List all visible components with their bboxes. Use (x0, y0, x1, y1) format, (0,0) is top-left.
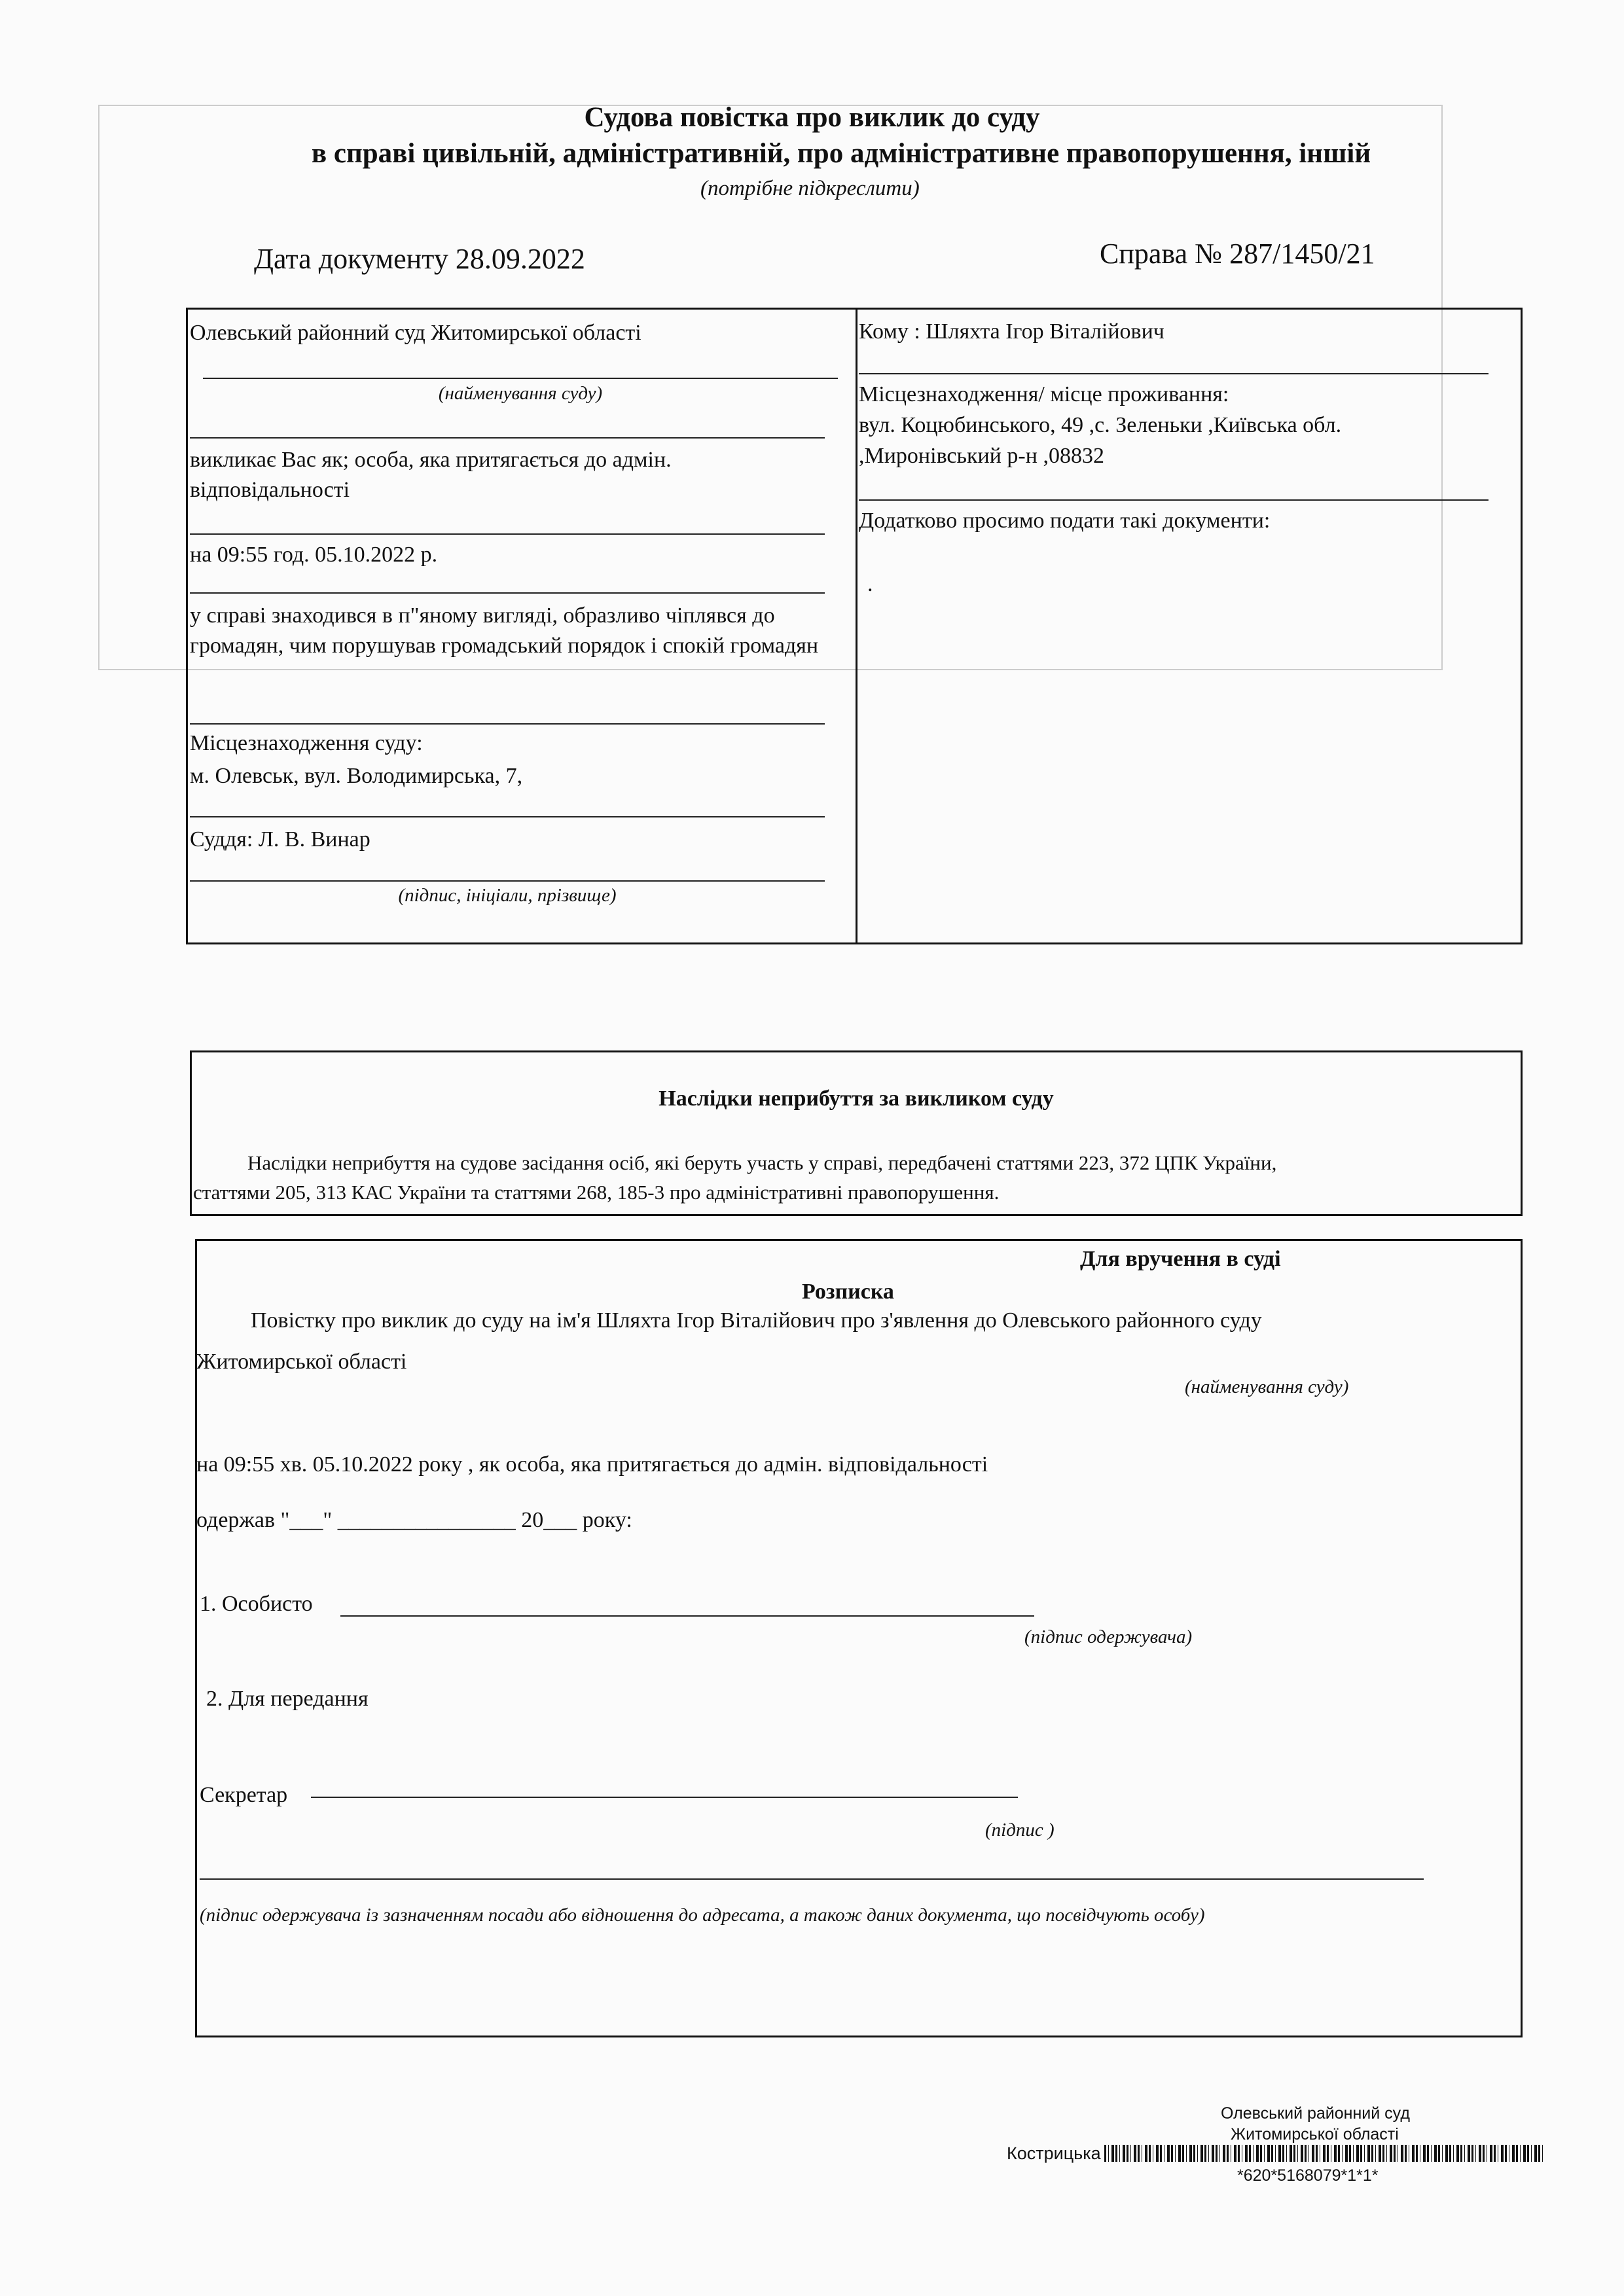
document-date-value: 28.09.2022 (455, 243, 585, 275)
stamp-court-line-1: Олевський районний суд (1221, 2104, 1410, 2123)
case-number (1100, 237, 1375, 270)
received-line: одержав "___" ________________ 20___ року: (196, 1508, 632, 1532)
summons-as-line (190, 533, 825, 535)
receipt-line-1: Повістку про виклик до суду на ім'я Шляхта Ігор Віталійович про з'явлення до Олевського районного суду (251, 1308, 1262, 1333)
underline-note: (потрібне підкреслити) (700, 177, 920, 200)
address-line-1: вул. Коцюбинського, 49 ,с. Зеленьки ,Київська обл. (859, 413, 1342, 437)
document-date (254, 242, 585, 276)
addressee: Кому : Шляхта Ігор Віталійович (859, 319, 1164, 344)
barcode-number: *620*5168079*1*1* (1237, 2166, 1379, 2185)
personally-label: 1. Особисто (200, 1592, 313, 1616)
clerk-name: Кострицька (1007, 2144, 1101, 2163)
addressee-line (859, 373, 1489, 374)
consequences-title: Наслідки неприбуття за викликом суду (659, 1086, 1054, 1111)
court-location: м. Олевськ, вул. Володимирська, 7, (190, 764, 523, 788)
receipt-line-2: Житомирської області (196, 1350, 407, 1374)
recipient-details-caption: (підпис одержувача із зазначенням посади або відношення до адресата, а також даних документа, що посвідчують особу) (200, 1905, 1205, 1926)
judge-line (190, 880, 825, 882)
extra-documents: Додатково просимо подати такі документи: (859, 509, 1271, 533)
secretary-signature-line[interactable] (311, 1797, 1018, 1798)
summons-title: Судова повістка про виклик до суду (584, 102, 1040, 133)
recipient-signature-caption: (підпис одержувача) (1024, 1626, 1193, 1647)
judge-caption: (підпис, ініціали, прізвище) (398, 885, 617, 906)
judge-name: Суддя: Л. В. Винар (190, 827, 370, 852)
case-subject-line (190, 723, 825, 725)
document-date-label: Дата документу (254, 243, 448, 275)
address-line (859, 499, 1489, 501)
hearing-time: на 09:55 год. 05.10.2022 р. (190, 543, 438, 567)
extra-documents-dot: . (867, 572, 873, 596)
receipt-title: Розписка (802, 1280, 894, 1304)
secretary-signature-caption: (підпис ) (985, 1820, 1055, 1840)
case-number-value: 287/1450/21 (1229, 238, 1375, 270)
court-name: Олевський районний суд Житомирської області (190, 321, 641, 345)
court-name-caption: (найменування суду) (438, 383, 603, 404)
caption-line (190, 437, 825, 439)
hearing-time-line (190, 592, 825, 594)
for-court-label: Для вручення в суді (1080, 1247, 1281, 1271)
summons-as: викликає Вас як; особа, яка притягається до адмін. відповідальності (190, 448, 672, 502)
receipt-court-caption: (найменування суду) (1185, 1376, 1349, 1397)
summons-subtitle: в справі цивільній, адміністративній, про адміністративне правопорушення, іншій (311, 138, 1371, 169)
court-name-line (203, 378, 838, 379)
court-location-label: Місцезнаходження суду: (190, 731, 423, 755)
stamp-court-line-2: Житомирської області (1231, 2125, 1399, 2144)
summons-divider (856, 308, 857, 944)
secretary-label: Секретар (200, 1783, 288, 1807)
barcode (1104, 2145, 1543, 2162)
for-transfer-label: 2. Для передання (206, 1687, 369, 1711)
receipt-time: на 09:55 хв. 05.10.2022 року , як особа, яка притягається до адмін. відповідальності (196, 1452, 988, 1477)
consequences-line-2: статтями 205, 313 КАС України та статтями 268, 185-3 про адміністративні правопорушення. (193, 1181, 1000, 1204)
case-subject: у справі знаходився в п"яному вигляді, образливо чіплявся до громадян, чим порушував громадський порядок і спокій громадян (190, 603, 819, 658)
consequences-line-1: Наслідки неприбуття на судове засідання осіб, які беруть участь у справі, передбачені статтями 223, 372 ЦПК України, (247, 1151, 1277, 1174)
court-location-line (190, 816, 825, 817)
personally-signature-line[interactable] (340, 1615, 1034, 1617)
case-number-label: Справа № (1100, 238, 1223, 270)
address-line-2: ,Миронівський р-н ,08832 (859, 444, 1104, 468)
recipient-details-line[interactable] (200, 1878, 1424, 1880)
residence-label: Місцезнаходження/ місце проживання: (859, 382, 1229, 406)
